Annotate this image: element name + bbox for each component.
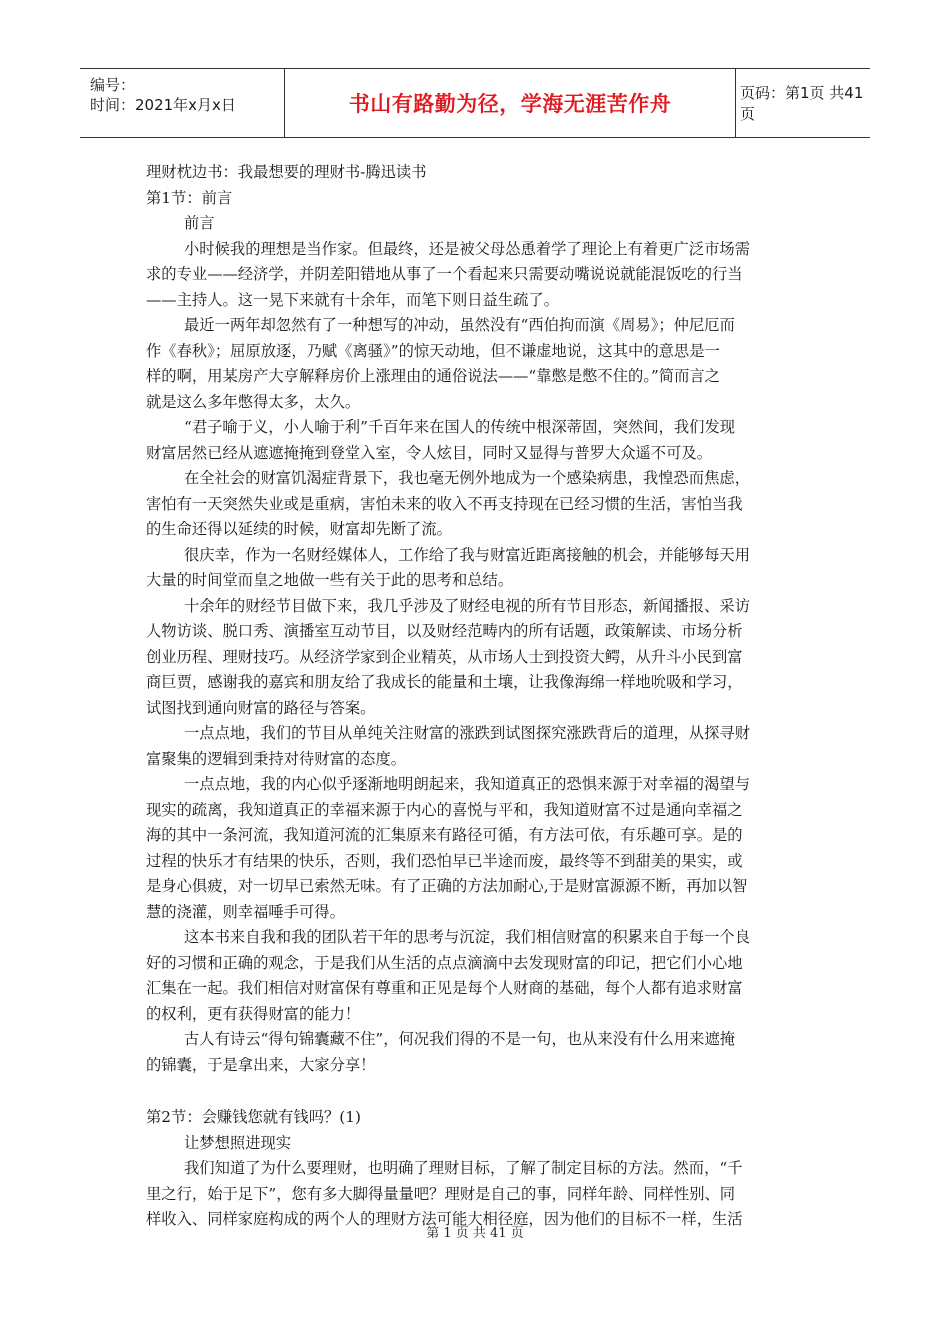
time-label: 时间：2021年x月x日 bbox=[90, 96, 236, 114]
paragraph-line: 一点点地，我的内心似乎逐渐地明朗起来，我知道真正的恐惧来源于对幸福的渴望与 bbox=[184, 775, 750, 793]
paragraph-line: 古人有诗云“得句锦囊藏不住”，何况我们得的不是一句，也从来没有什么用来遮掩 bbox=[184, 1030, 736, 1048]
paragraph-line: 是身心俱疲，对一切早已索然无味。有了正确的方法加耐心,于是财富源源不断，再加以智 bbox=[146, 877, 748, 895]
number-label: 编号： bbox=[90, 76, 136, 94]
motto-text: 书山有路勤为径，学海无涯苦作舟 bbox=[348, 92, 672, 116]
paragraph-line: 的生命还得以延续的时候，财富却先断了流。 bbox=[146, 520, 452, 538]
paragraph-line: 汇集在一起。我们相信对财富保有尊重和正见是每个人财商的基础，每个人都有追求财富 bbox=[146, 979, 743, 997]
section-2-heading: 第2节：会赚钱您就有钱吗？(1) bbox=[146, 1108, 361, 1126]
paragraph-line: “君子喻于义，小人喻于利”千百年来在国人的传统中根深蒂固，突然间，我们发现 bbox=[184, 418, 736, 436]
paragraph-line: 小时候我的理想是当作家。但最终，还是被父母怂恿着学了理论上有着更广泛市场需 bbox=[184, 239, 750, 258]
header-motto-cell bbox=[284, 69, 736, 137]
paragraph-line: 慧的浇灌，则幸福唾手可得。 bbox=[146, 902, 345, 921]
paragraph-line: 好的习惯和正确的观念，于是我们从生活的点点滴滴中去发现财富的印记，把它们小心地 bbox=[146, 953, 743, 972]
paragraph-line: 海的其中一条河流，我知道河流的汇集原来有路径可循，有方法可依，有乐趣可享。是的 bbox=[146, 826, 743, 844]
page-info-text: 页码：第1页 共41页 bbox=[740, 84, 864, 123]
paragraph-line: 现实的疏离，我知道真正的幸福来源于内心的喜悦与平和，我知道财富不过是通向幸福之 bbox=[146, 800, 743, 819]
paragraph-line: 创业历程、理财技巧。从经济学家到企业精英，从市场人士到投资大鳄，从升斗小民到富 bbox=[146, 647, 743, 666]
paragraph-line: 这本书来自我和我的团队若干年的思考与沉淀，我们相信财富的积累来自于每一个良 bbox=[184, 928, 750, 946]
paragraph-line: 最近一两年却忽然有了一种想写的冲动，虽然没有“西伯拘而演《周易》；仲尼厄而 bbox=[184, 316, 735, 334]
paragraph-line: 一点点地，我们的节目从单纯关注财富的涨跌到试图探究涨跌背后的道理，从探寻财 bbox=[184, 724, 750, 742]
page-footer bbox=[0, 1222, 950, 1241]
paragraph-line: 在全社会的财富饥渴症背景下，我也毫无例外地成为一个感染病患，我惶恐而焦虑， bbox=[184, 469, 750, 487]
paragraph-line: 样的啊，用某房产大亨解释房价上涨理由的通俗说法——“靠憋是憋不住的。”简而言之 bbox=[146, 367, 720, 385]
paragraph-line: 作《春秋》；屈原放逐，乃赋《离骚》”的惊天动地，但不谦虚地说，这其中的意思是一 bbox=[146, 341, 720, 360]
paragraph-line: 试图找到通向财富的路径与答案。 bbox=[146, 698, 376, 717]
paragraph-line: 里之行，始于足下”，您有多大脚得量量吧？理财是自己的事，同样年龄、同样性别、同 bbox=[146, 1184, 736, 1203]
paragraph-line: 财富居然已经从遮遮掩掩到登堂入室，令人炫目，同时又显得与普罗大众遥不可及。 bbox=[146, 443, 712, 462]
paragraph-line: 我们知道了为什么要理财，也明确了理财目标，了解了制定目标的方法。然而，“千 bbox=[184, 1159, 743, 1177]
paragraph-line: 商巨贾，感谢我的嘉宾和朋友给了我成长的能量和土壤，让我像海绵一样地吮吸和学习， bbox=[146, 673, 743, 691]
document-title: 理财枕边书：我最想要的理财书-腾迅读书 bbox=[146, 163, 427, 181]
paragraph-line: 很庆幸，作为一名财经媒体人，工作给了我与财富近距离接触的机会，并能够每天用 bbox=[184, 545, 750, 564]
paragraph-line: 的权利，更有获得财富的能力！ bbox=[146, 1004, 361, 1023]
paragraph-line: 样收入、同样家庭构成的两个人的理财方法可能大相径庭，因为他们的目标不一样，生活 bbox=[146, 1210, 743, 1228]
paragraph-line: ——主持人。这一晃下来就有十余年，而笔下则日益生疏了。 bbox=[146, 290, 560, 309]
paragraph-line: 害怕有一天突然失业或是重病，害怕未来的收入不再支持现在已经习惯的生活，害怕当我 bbox=[146, 494, 743, 513]
paragraph-line: 十余年的财经节目做下来，我几乎涉及了财经电视的所有节目形态，新闻播报、采访 bbox=[184, 596, 750, 615]
header-page-info bbox=[740, 69, 870, 137]
paragraph-line: 就是这么多年憋得太多，太久。 bbox=[146, 392, 361, 411]
section-1-subheading: 前言 bbox=[184, 214, 215, 232]
paragraph-line: 人物访谈、脱口秀、演播室互动节目，以及财经范畴内的所有话题，政策解读、市场分析 bbox=[146, 622, 743, 640]
section-2-subheading: 让梦想照进现实 bbox=[184, 1133, 292, 1152]
section-1-heading: 第1节：前言 bbox=[146, 188, 233, 207]
paragraph-line: 求的专业——经济学，并阴差阳错地从事了一个看起来只需要动嘴说说就能混饭吃的行当 bbox=[146, 265, 743, 283]
header-meta bbox=[80, 69, 278, 137]
document-body bbox=[146, 160, 810, 1233]
paragraph-line: 大量的时间堂而皇之地做一些有关于此的思考和总结。 bbox=[146, 571, 514, 589]
paragraph-line: 富聚集的逻辑到秉持对待财富的态度。 bbox=[146, 749, 407, 768]
paragraph-line: 过程的快乐才有结果的快乐，否则，我们恐怕早已半途而废，最终等不到甜美的果实，或 bbox=[146, 851, 743, 870]
document-header bbox=[80, 68, 870, 138]
footer-page-number: 第 1 页 共 41 页 bbox=[426, 1226, 524, 1241]
section-gap bbox=[146, 1078, 810, 1105]
paragraph-line: 的锦囊，于是拿出来，大家分享！ bbox=[146, 1055, 376, 1074]
